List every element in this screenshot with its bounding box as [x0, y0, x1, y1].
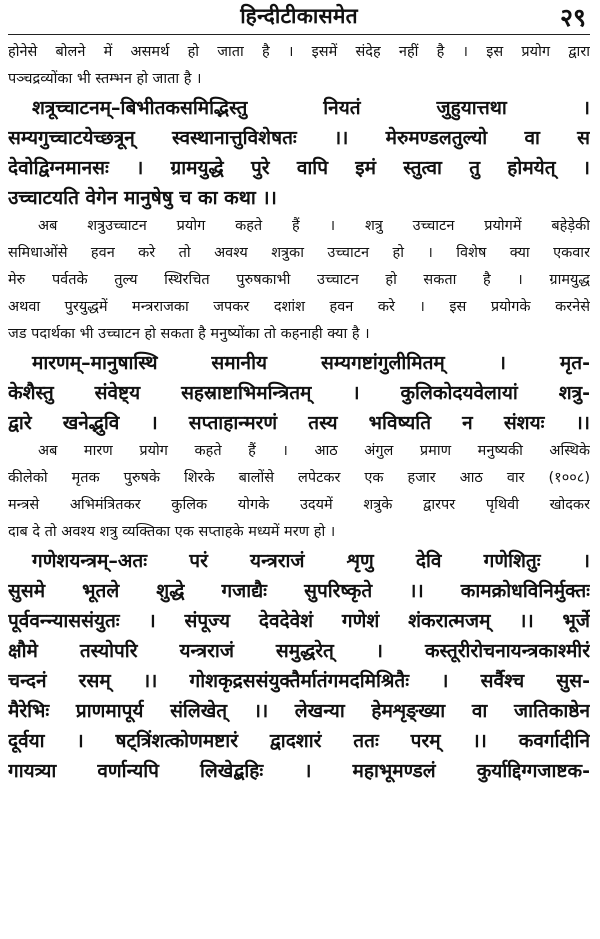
text-line: होनेसे बोलने में असमर्थ हो जाता है । इसमें संदेह नहीं है । इस प्रयोग द्वारा [8, 44, 590, 60]
verse-block-2 [8, 348, 590, 438]
text-line: मेरु पर्वतके तुल्य स्थिरचित पुरुषकाभी उच्चाटन हो सकता है । ग्रामयुद्ध [8, 272, 590, 288]
text-line: कीलेको मृतक पुरुषके शिरके बालोंसे लपेटकर एक हजार आठ वार (१००८) [8, 470, 590, 486]
verse-line: क्षौमे तस्योपरि यन्त्रराजं समुद्धरेत् । कस्तूरीरोचनायन्त्रकाश्मीरं [8, 640, 590, 662]
verse-line: गणेशयन्त्रम्–अतः परं यन्त्रराजं शृणु देवि गणेशितुः । [32, 550, 590, 572]
text-line: पञ्चद्रव्योंका भी स्तम्भन हो जाता है । [8, 71, 202, 87]
running-title: हिन्दीटीकासमेत [240, 4, 358, 28]
verse-block-1 [8, 93, 590, 213]
verse-line: मारणम्–मानुषास्थि समानीय सम्यगष्टांगुलीमितम् । मृत- [32, 352, 590, 374]
verse-line: सुसमे भूतले शुद्धे गजाद्यैः सुपरिष्कृते ।। कामक्रोधविनिर्मुक्तः [8, 580, 590, 602]
verse-line: उच्चाटयति वेगेन मानुषेषु च का कथा ।। [8, 187, 277, 209]
page-number: २९ [559, 3, 586, 32]
commentary-block-3 [8, 438, 590, 546]
verse-line: मैरेभिः प्राणमापूर्य संलिखेत् ।। लेखन्या हेमशृङ्ख्या वा जातिकाष्ठेन [8, 700, 590, 722]
header-rule [8, 34, 590, 35]
verse-block-3 [8, 546, 590, 786]
text-line: समिधाओंसे हवन करे तो अवश्य शत्रुका उच्चाटन हो । विशेष क्या एकवार [8, 245, 590, 261]
verse-line: देवोद्विग्नमानसः । ग्रामयुद्धे पुरे वापि इमं स्तुत्वा तु होमयेत् । [8, 157, 590, 179]
verse-line: चन्दनं रसम् ।। गोशकृद्रससंयुक्तैर्मातंगमदमिश्रितैः । सर्वैश्च सुस- [8, 670, 590, 692]
commentary-block-1 [8, 39, 590, 93]
commentary-block-2 [8, 213, 590, 348]
verse-line: द्वारे खनेद्भुवि । सप्ताहान्मरणं तस्य भविष्यति न संशयः ।। [8, 412, 590, 434]
verse-line: केशैस्तु संवेष्ट्य सहस्राष्टाभिमन्त्रितम् । कुलिकोदयवेलायां शत्रु- [8, 382, 590, 404]
page-header [8, 0, 590, 34]
text-line: अब शत्रुउच्चाटन प्रयोग कहते हैं । शत्रु उच्चाटन प्रयोगमें बहेड़ेकी [38, 218, 590, 234]
text-line: दाब दे तो अवश्य शत्रु व्यक्तिका एक सप्ताहके मध्यमें मरण हो । [8, 524, 336, 540]
verse-line: सम्यगुच्चाटयेच्छत्रून् स्वस्थानात्तुविशेषतः ।। मेरुमण्डलतुल्यो वा स [8, 127, 590, 149]
verse-line: पूर्ववन्न्याससंयुतः । संपूज्य देवदेवेशं गणेशं शंकरात्मजम् ।। भूर्जे [8, 610, 590, 632]
text-line: अथवा पुरयुद्धमें मन्त्रराजका जपकर दशांश हवन करे । इस प्रयोगके करनेसे [8, 299, 590, 315]
verse-line: गायत्र्या वर्णान्यपि लिखेद्बहिः । महाभूमण्डलं कुर्याद्दिग्गजाष्टक- [8, 760, 590, 782]
text-line: मन्त्रसे अभिमंत्रितकर कुलिक योगके उदयमें शत्रुके द्वारपर पृथिवी खोदकर [8, 497, 590, 513]
text-line: जड पदार्थका भी उच्चाटन हो सकता है मनुष्योंका तो कहनाही क्या है । [8, 326, 370, 342]
text-line: अब मारण प्रयोग कहते हैं । आठ अंगुल प्रमाण मनुष्यकी अस्थिके [38, 443, 590, 459]
verse-line: दूर्वया । षट्त्रिंशत्कोणमष्टारं द्वादशारं ततः परम् ।। कवर्गादीनि [8, 730, 590, 752]
verse-line: शत्रूच्चाटनम्–बिभीतकसमिद्भिस्तु नियतं जुहुयात्तथा । [32, 97, 590, 119]
